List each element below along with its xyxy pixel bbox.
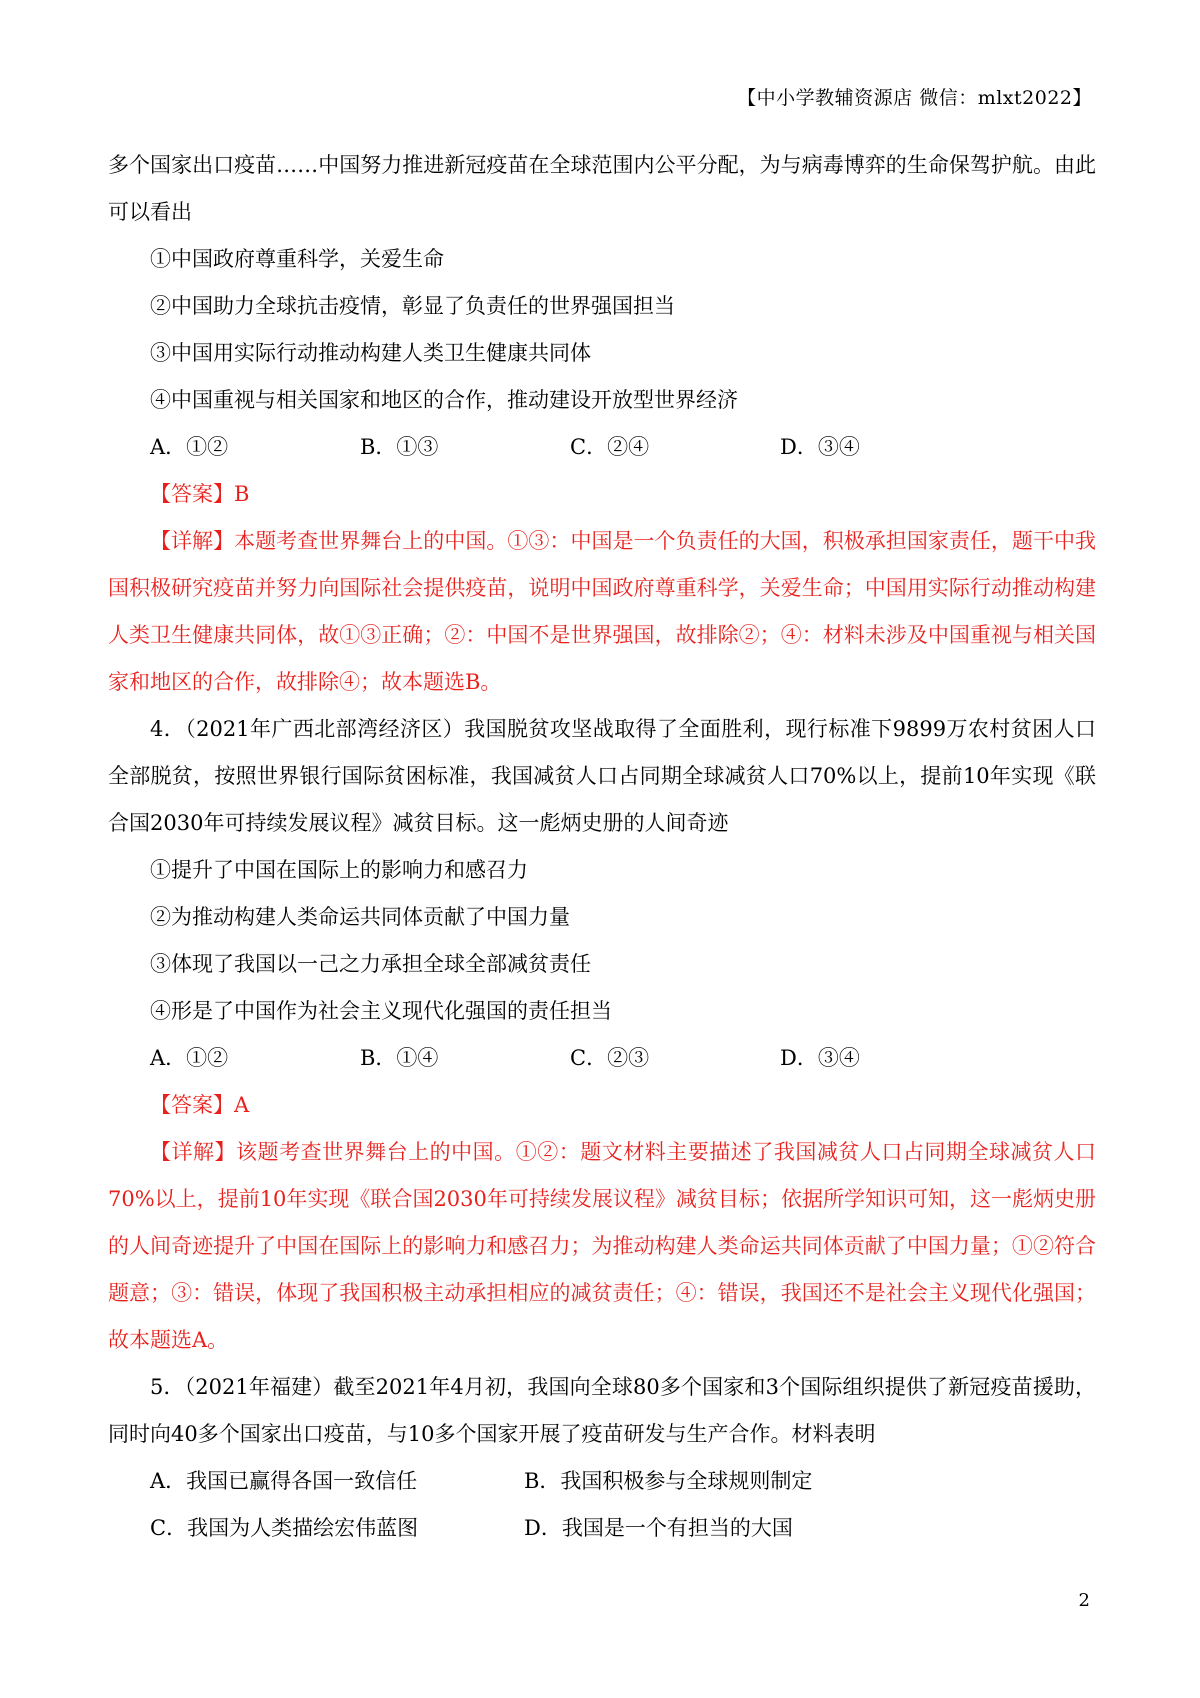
q4-statement-1: ①提升了中国在国际上的影响力和感召力 [150, 858, 528, 882]
q4-option-a: A．①② [150, 1046, 229, 1070]
q4-stem: 4．（2021年广西北部湾经济区）我国脱贫攻坚战取得了全面胜利，现行标准下9899万农村贫困人口全部脱贫，按照世界银行国际贫困标准，我国减贫人口占同期全球减贫人口70%以上，提前10年实现《联合国2030年可持续发展议程》减贫目标。这一彪炳史册的人间奇迹 [108, 717, 1096, 835]
q3-answer: 【答案】B [150, 482, 250, 506]
q3-stem-tail: 多个国家出口疫苗……中国努力推进新冠疫苗在全球范围内公平分配，为与病毒博弈的生命保驾护航。由此可以看出 [108, 153, 1096, 224]
q5-option-b: B．我国积极参与全球规则制定 [524, 1469, 813, 1493]
q4-explanation: 【详解】该题考查世界舞台上的中国。①②：题文材料主要描述了我国减贫人口占同期全球减贫人口70%以上，提前10年实现《联合国2030年可持续发展议程》减贫目标；依据所学知识可知，这一彪炳史册的人间奇迹提升了中国在国际上的影响力和感召力；为推动构建人类命运共同体贡献了中国力量；①②符合题意；③：错误，体现了我国积极主动承担相应的减贫责任；④：错误，我国还不是社会主义现代化强国；故本题选A。 [108, 1140, 1096, 1352]
q3-option-a: A．①② [150, 435, 229, 459]
q4-statement-2: ②为推动构建人类命运共同体贡献了中国力量 [150, 905, 570, 929]
q3-option-c: C．②④ [570, 435, 650, 459]
q5-options-row-1 [108, 1458, 1096, 1505]
q3-options [108, 424, 1096, 471]
q4-option-b: B．①④ [360, 1046, 439, 1070]
q5-stem: 5．（2021年福建）截至2021年4月初，我国向全球80多个国家和3个国际组织提供了新冠疫苗援助，同时向40多个国家出口疫苗，与10多个国家开展了疫苗研发与生产合作。材料表明 [108, 1375, 1097, 1446]
q5-option-c: C．我国为人类描绘宏伟蓝图 [150, 1516, 419, 1540]
q5-options-row-2 [108, 1505, 1096, 1552]
q3-statement-4: ④中国重视与相关国家和地区的合作，推动建设开放型世界经济 [150, 388, 738, 412]
q5-option-a: A．我国已赢得各国一致信任 [150, 1469, 418, 1493]
q4-option-c: C．②③ [570, 1046, 650, 1070]
q4-statement-4: ④形是了中国作为社会主义现代化强国的责任担当 [150, 999, 612, 1023]
q3-option-b: B．①③ [360, 435, 439, 459]
q4-statement-3: ③体现了我国以一己之力承担全球全部减贫责任 [150, 952, 591, 976]
q4-answer: 【答案】A [150, 1093, 250, 1117]
page-number: 2 [1078, 1590, 1090, 1611]
q5-option-d: D．我国是一个有担当的大国 [524, 1516, 793, 1540]
q4-options [108, 1035, 1096, 1082]
q4-option-d: D．③④ [780, 1046, 860, 1070]
q3-explanation: 【详解】本题考查世界舞台上的中国。①③：中国是一个负责任的大国，积极承担国家责任，题干中我国积极研究疫苗并努力向国际社会提供疫苗，说明中国政府尊重科学，关爱生命；中国用实际行动推动构建人类卫生健康共同体，故①③正确；②：中国不是世界强国，故排除②；④：材料未涉及中国重视与相关国家和地区的合作，故排除④；故本题选B。 [108, 529, 1096, 694]
q3-statement-2: ②中国助力全球抗击疫情，彰显了负责任的世界强国担当 [150, 294, 675, 318]
q3-option-d: D．③④ [780, 435, 860, 459]
q3-statement-3: ③中国用实际行动推动构建人类卫生健康共同体 [150, 341, 591, 365]
page-header-source: 【中小学教辅资源店 微信：mlxt2022】 [737, 87, 1092, 109]
document-body [108, 142, 1096, 1552]
q3-statement-1: ①中国政府尊重科学，关爱生命 [150, 247, 444, 271]
